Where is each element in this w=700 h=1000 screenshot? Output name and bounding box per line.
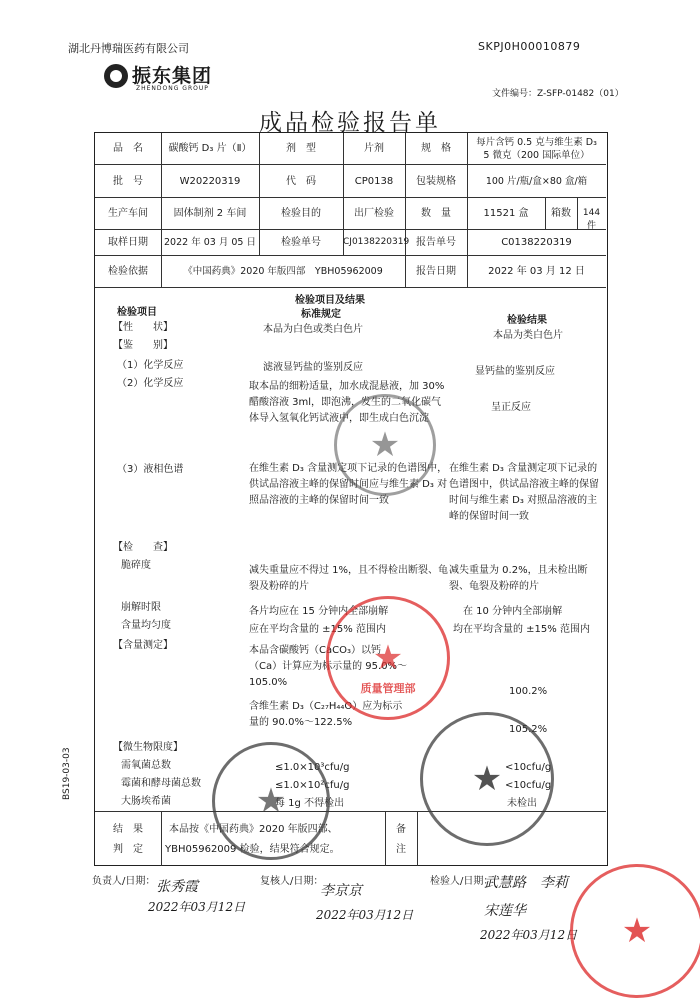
file-number: 文件编号：Z-SFP-01482（01） [492,89,624,99]
tester-date: 2022年03月12日 [480,928,578,942]
label-purpose: 检验目的 [281,208,321,219]
tester-label: 检验人/日期： [430,876,494,887]
value-code: CP0138 [354,176,394,187]
value-dosage-form: 片剂 [364,143,384,154]
item-identification: 【鉴 别】 [113,340,173,351]
document-code: SKPJ0H00010879 [478,40,581,53]
item-inspection: 【检 查】 [113,542,173,553]
label-report-no: 报告单号 [416,237,456,248]
label-package: 包装规格 [416,176,456,187]
std-friability: 减失重量应不得过 1%，且不得检出断裂、龟裂及粉碎的片 [249,565,449,592]
col-header-item: 检验项目 [117,307,157,318]
report-table [94,132,608,866]
label-cases: 箱数 [551,208,571,219]
value-product-name: 碳酸钙 D₃ 片（Ⅱ） [168,143,252,154]
res-assay-ca: 100.2% [509,686,548,697]
owner-date: 2022年03月12日 [148,900,246,914]
res-hplc: 在维生素 D₃ 含量测定项下记录的色谱图中，供试品溶液主峰的保留时间与维生素 D₃ 对照品溶液的主峰的保留时间一致 [449,463,599,522]
label-specification: 规 格 [421,143,451,154]
item-ecoli: 大肠埃希菌 [121,796,171,807]
item-disintegration: 崩解时限 [121,602,161,613]
remarks-label-a: 备 [396,824,406,835]
item-aerobic: 需氧菌总数 [121,760,171,771]
label-product-name: 品 名 [113,143,143,154]
std-uniformity: 应在平均含量的 ±15% 范围内 [249,624,386,635]
std-chem-2: 取本品的细粉适量，加水成混悬液，加 30% 醋酸溶液 3ml，即泡沸，发生的二氧化碳气体导入氢氧化钙试液中，即生成白色沉淀 [249,381,445,424]
tester-signature-2: 宋莲华 [484,903,526,919]
conclusion-label-a: 结 果 [113,824,143,835]
item-uniformity: 含量均匀度 [121,620,171,631]
value-workshop: 固体制剂 2 车间 [173,208,247,219]
label-batch-no: 批 号 [113,176,143,187]
item-microbial: 【微生物限度】 [113,742,183,753]
item-friability: 脆碎度 [121,560,151,571]
label-dosage-form: 剂 型 [286,143,316,154]
value-report-date: 2022 年 03 月 12 日 [488,266,585,277]
remarks-label-b: 注 [396,844,406,855]
label-inspection-no: 检验单号 [281,237,321,248]
item-assay: 【含量测定】 [113,640,173,651]
label-basis: 检验依据 [108,266,148,277]
value-purpose: 出厂检验 [354,208,394,219]
res-mold: <10cfu/g [505,780,552,791]
std-mold: ≤1.0×10²cfu/g [275,780,350,791]
shanxi-zhendong-seal-icon: ★ [212,742,330,860]
value-report-no: C0138220319 [501,237,572,248]
std-aerobic: ≤1.0×10³cfu/g [275,762,350,773]
col-header-standard: 标准规定 [301,309,341,320]
std-appearance: 本品为白色或类白色片 [263,324,363,335]
quality-dept-seal-icon: ★ 质量管理部 [326,596,450,720]
conclusion-text-a: 本品按《中国药典》2020 年版四部、 [169,824,338,835]
side-code: BS19-03-03 [62,747,72,800]
item-chem-1: （1）化学反应 [117,360,184,371]
value-specification-b: 5 微克（200 国际单位） [483,150,590,161]
item-mold: 霉菌和酵母菌总数 [121,778,201,789]
logo-text-en: ZHENDONG GROUP [136,85,209,92]
value-package: 100 片/瓶/盒×80 盒/箱 [485,176,588,187]
label-report-date: 报告日期 [416,266,456,277]
std-assay-ca: 本品含碳酸钙（CaCO₃）以钙（Ca）计算应为标示量的 95.0%～105.0% [249,645,408,688]
std-hplc: 在维生素 D₃ 含量测定项下记录的色谱图中，供试品溶液主峰的保留时间应与维生素 D₃ 对照品溶液的主峰的保留时间一致 [249,463,448,506]
reviewer-signature: 李京京 [320,883,362,899]
res-disintegration: 在 10 分钟内全部崩解 [463,606,563,617]
res-uniformity: 均在平均含量的 ±15% 范围内 [453,624,590,635]
value-basis: 《中国药典》2020 年版四部 YBH05962009 [183,266,383,277]
item-chem-2: （2）化学反应 [117,378,184,389]
logo-text-cn: 振东集团 [132,65,213,87]
std-disintegration: 各片均应在 15 分钟内全部崩解 [249,606,389,617]
std-assay-d3: 含维生素 D₃（C₂₇H₄₄O）应为标示量的 90.0%～122.5% [249,701,403,728]
value-batch-no: W20220319 [179,176,241,187]
beijing-langdi-seal-icon: ★ [420,712,554,846]
conclusion-text-b: YBH05962009 检验，结果符合规定。 [165,844,340,855]
value-cases: 144 件 [582,208,601,231]
value-inspection-no: CJ0138220319 [343,237,410,247]
std-chem-1: 滤液显钙盐的鉴别反应 [263,362,363,373]
label-sampling-date: 取样日期 [108,237,148,248]
res-chem-1: 显钙盐的鉴别反应 [475,366,555,377]
suzhou-huasu-seal-icon: ★ [570,864,700,998]
res-ecoli: 未检出 [507,798,537,809]
tester-signature: 武慧路 李莉 [484,875,568,891]
page-title: 成品检验报告单 [259,110,441,136]
item-appearance: 【性 状】 [113,322,173,333]
res-appearance: 本品为类白色片 [493,330,563,341]
label-quantity: 数 量 [421,208,451,219]
col-header-result: 检验结果 [507,315,547,326]
item-hplc: （3）液相色谱 [117,464,184,475]
conclusion-label-b: 判 定 [113,844,143,855]
seal-stamp-icon: ★ [334,394,436,496]
label-code: 代 码 [286,176,316,187]
std-ecoli: 每 1g 不得检出 [275,798,345,809]
value-sampling-date: 2022 年 03 月 05 日 [164,237,256,248]
logo-mark-icon [104,64,128,88]
value-specification-a: 每片含钙 0.5 克与维生素 D₃ [476,137,597,148]
value-quantity: 11521 盒 [483,208,529,219]
zhendong-logo [104,61,244,95]
label-workshop: 生产车间 [108,208,148,219]
owner-signature: 张秀霞 [156,879,198,895]
res-aerobic: <10cfu/g [505,762,552,773]
res-friability: 减失重量为 0.2%，且未检出断裂、龟裂及粉碎的片 [449,565,588,592]
owner-label: 负责人/日期： [92,876,156,887]
company-name: 湖北丹博瑞医药有限公司 [68,42,189,55]
reviewer-date: 2022年03月12日 [316,908,414,922]
results-section-title: 检验项目及结果 [295,295,365,306]
res-chem-2: 呈正反应 [491,402,531,413]
reviewer-label: 复核人/日期： [260,876,324,887]
res-assay-d3: 105.2% [509,724,548,735]
